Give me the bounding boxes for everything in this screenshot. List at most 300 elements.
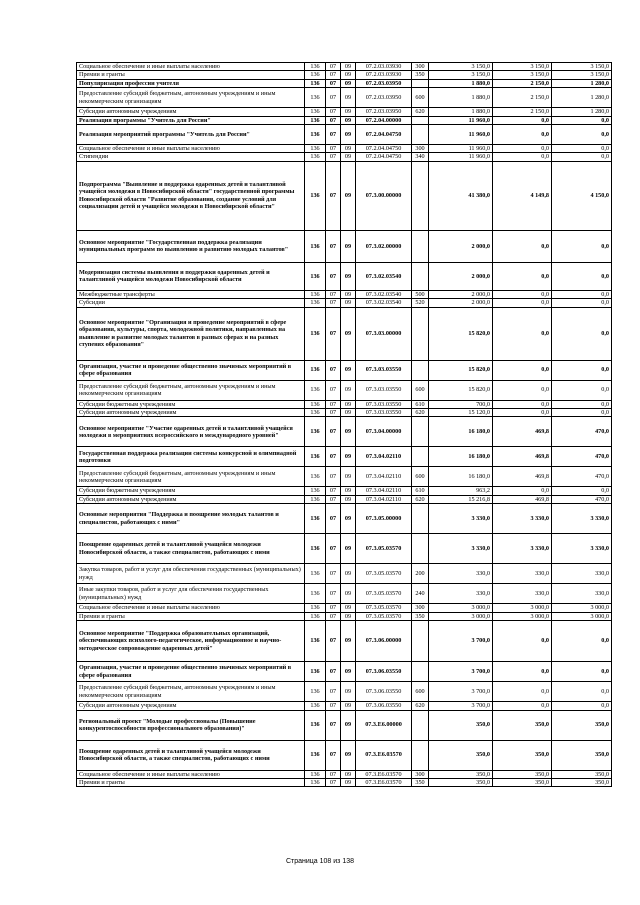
table-row [77, 417, 612, 447]
row-rz-cell: 07 [326, 380, 341, 400]
row-pr-cell: 09 [341, 409, 356, 417]
row-csr-cell: 07.2.03.03930 [356, 71, 412, 79]
table-row [77, 409, 612, 417]
row-csr-cell: 07.3.02.00000 [356, 230, 412, 262]
row-csr-cell: 07.3.05.03570 [356, 604, 412, 612]
row-value-2-cell: 0,0 [493, 702, 552, 710]
row-value-2-cell: 2 150,0 [493, 108, 552, 116]
row-value-1-cell: 2 000,0 [429, 230, 493, 262]
table-row [77, 125, 612, 145]
row-value-1-cell: 2 000,0 [429, 290, 493, 298]
table-row [77, 612, 612, 620]
row-vr-cell [412, 116, 429, 124]
row-rz-cell: 07 [326, 417, 341, 447]
row-value-3-cell: 330,0 [552, 584, 612, 604]
row-name-cell: Реализация программы "Учитель для России" [77, 116, 305, 124]
row-name-cell: Популяризация профессии учителя [77, 79, 305, 87]
row-gr-cell: 136 [305, 161, 326, 230]
row-vr-cell [412, 125, 429, 145]
row-value-2-cell: 3 150,0 [493, 63, 552, 71]
table-row [77, 145, 612, 153]
row-csr-cell: 07.3.06.00000 [356, 621, 412, 662]
row-csr-cell: 07.3.04.02110 [356, 447, 412, 467]
row-rz-cell: 07 [326, 400, 341, 408]
row-value-2-cell: 0,0 [493, 290, 552, 298]
row-value-1-cell: 11 960,0 [429, 145, 493, 153]
row-value-1-cell: 15 216,8 [429, 495, 493, 503]
row-csr-cell: 07.3.E6.03570 [356, 770, 412, 778]
row-value-1-cell: 2 000,0 [429, 299, 493, 307]
row-value-1-cell: 1 880,0 [429, 88, 493, 108]
row-vr-cell [412, 79, 429, 87]
row-value-3-cell: 0,0 [552, 702, 612, 710]
table-row [77, 307, 612, 360]
row-value-2-cell: 2 150,0 [493, 88, 552, 108]
row-name-cell: Основное мероприятие "Участие одаренных детей и талантливой учащейся молодежи в мероприятиях всероссийского и международного уровней" [77, 417, 305, 447]
row-csr-cell: 07.3.06.03550 [356, 662, 412, 682]
row-csr-cell: 07.3.02.03540 [356, 262, 412, 290]
row-value-3-cell: 3 330,0 [552, 534, 612, 564]
row-name-cell: Основное мероприятие "Государственная поддержка реализации муниципальных программ по выявлению и развитию молодых талантов" [77, 230, 305, 262]
row-vr-cell: 300 [412, 63, 429, 71]
row-csr-cell: 07.3.04.02110 [356, 467, 412, 487]
row-gr-cell: 136 [305, 702, 326, 710]
row-vr-cell: 240 [412, 584, 429, 604]
row-gr-cell: 136 [305, 504, 326, 534]
row-name-cell: Межбюджетные трансферты [77, 290, 305, 298]
row-value-1-cell: 3 330,0 [429, 504, 493, 534]
row-value-2-cell: 469,8 [493, 467, 552, 487]
row-rz-cell: 07 [326, 447, 341, 467]
row-value-3-cell: 0,0 [552, 621, 612, 662]
row-name-cell: Социальное обеспечение и иные выплаты населению [77, 63, 305, 71]
row-value-2-cell: 0,0 [493, 230, 552, 262]
row-name-cell: Предоставление субсидий бюджетным, автономным учреждениям и иным некоммерческим организациям [77, 682, 305, 702]
row-name-cell: Основное мероприятие "Поддержка образовательных организаций, обеспечивающих психолого-педагогическое, информационное и научно-методическое сопровождение одаренных детей" [77, 621, 305, 662]
row-value-3-cell: 0,0 [552, 125, 612, 145]
row-value-2-cell: 0,0 [493, 409, 552, 417]
row-csr-cell: 07.3.04.00000 [356, 417, 412, 447]
row-value-3-cell: 0,0 [552, 307, 612, 360]
table-row [77, 564, 612, 584]
row-gr-cell: 136 [305, 63, 326, 71]
row-value-3-cell: 4 150,0 [552, 161, 612, 230]
row-value-3-cell: 3 150,0 [552, 71, 612, 79]
row-gr-cell: 136 [305, 467, 326, 487]
row-csr-cell: 07.3.02.03540 [356, 299, 412, 307]
row-vr-cell [412, 740, 429, 770]
row-rz-cell: 07 [326, 262, 341, 290]
table-row [77, 534, 612, 564]
row-csr-cell: 07.3.E6.03570 [356, 778, 412, 786]
row-pr-cell: 09 [341, 145, 356, 153]
row-value-2-cell: 0,0 [493, 153, 552, 161]
row-pr-cell: 09 [341, 504, 356, 534]
row-gr-cell: 136 [305, 145, 326, 153]
row-rz-cell: 07 [326, 153, 341, 161]
row-gr-cell: 136 [305, 380, 326, 400]
table-row [77, 116, 612, 124]
row-rz-cell: 07 [326, 360, 341, 380]
row-value-1-cell: 963,2 [429, 487, 493, 495]
row-name-cell: Стипендии [77, 153, 305, 161]
budget-table-body [77, 63, 612, 787]
row-gr-cell: 136 [305, 662, 326, 682]
table-row [77, 299, 612, 307]
table-row [77, 604, 612, 612]
row-vr-cell: 600 [412, 380, 429, 400]
row-value-2-cell: 0,0 [493, 299, 552, 307]
row-pr-cell: 09 [341, 380, 356, 400]
row-value-3-cell: 0,0 [552, 262, 612, 290]
row-csr-cell: 07.3.04.02110 [356, 487, 412, 495]
row-value-3-cell: 0,0 [552, 662, 612, 682]
row-csr-cell: 07.3.06.03550 [356, 702, 412, 710]
row-value-1-cell: 3 700,0 [429, 702, 493, 710]
row-csr-cell: 07.3.05.03570 [356, 534, 412, 564]
row-csr-cell: 07.2.04.00000 [356, 116, 412, 124]
row-rz-cell: 07 [326, 116, 341, 124]
row-name-cell: Субсидии автономным учреждениям [77, 108, 305, 116]
row-vr-cell: 300 [412, 604, 429, 612]
row-gr-cell: 136 [305, 584, 326, 604]
row-pr-cell: 09 [341, 487, 356, 495]
row-rz-cell: 07 [326, 740, 341, 770]
table-row [77, 79, 612, 87]
row-csr-cell: 07.3.03.03550 [356, 360, 412, 380]
row-vr-cell: 600 [412, 467, 429, 487]
row-vr-cell: 620 [412, 702, 429, 710]
row-rz-cell: 07 [326, 770, 341, 778]
row-rz-cell: 07 [326, 710, 341, 740]
table-row [77, 262, 612, 290]
row-value-3-cell: 0,0 [552, 153, 612, 161]
row-value-3-cell: 350,0 [552, 710, 612, 740]
row-value-3-cell: 1 280,0 [552, 88, 612, 108]
row-gr-cell: 136 [305, 125, 326, 145]
row-gr-cell: 136 [305, 88, 326, 108]
row-rz-cell: 07 [326, 621, 341, 662]
row-vr-cell [412, 662, 429, 682]
table-row [77, 400, 612, 408]
row-pr-cell: 09 [341, 710, 356, 740]
row-name-cell: Премии и гранты [77, 71, 305, 79]
row-value-2-cell: 4 149,8 [493, 161, 552, 230]
row-pr-cell: 09 [341, 299, 356, 307]
row-pr-cell: 09 [341, 604, 356, 612]
row-gr-cell: 136 [305, 710, 326, 740]
row-csr-cell: 07.2.04.04750 [356, 153, 412, 161]
row-name-cell: Организация, участие и проведение общественно значимых мероприятий в сфере образования [77, 662, 305, 682]
row-gr-cell: 136 [305, 564, 326, 584]
row-name-cell: Субсидии [77, 299, 305, 307]
table-row [77, 662, 612, 682]
row-value-2-cell: 0,0 [493, 380, 552, 400]
row-pr-cell: 09 [341, 161, 356, 230]
row-rz-cell: 07 [326, 230, 341, 262]
row-value-3-cell: 1 280,0 [552, 108, 612, 116]
row-value-3-cell: 0,0 [552, 299, 612, 307]
row-rz-cell: 07 [326, 63, 341, 71]
budget-table-sheet [76, 62, 611, 787]
row-csr-cell: 07.3.05.03570 [356, 564, 412, 584]
row-vr-cell [412, 710, 429, 740]
table-row [77, 161, 612, 230]
table-row [77, 108, 612, 116]
row-name-cell: Социальное обеспечение и иные выплаты населению [77, 604, 305, 612]
row-pr-cell: 09 [341, 88, 356, 108]
row-gr-cell: 136 [305, 409, 326, 417]
row-vr-cell: 620 [412, 108, 429, 116]
row-vr-cell: 600 [412, 88, 429, 108]
row-pr-cell: 09 [341, 63, 356, 71]
row-value-2-cell: 0,0 [493, 116, 552, 124]
table-row [77, 380, 612, 400]
row-vr-cell: 610 [412, 487, 429, 495]
row-value-3-cell: 470,0 [552, 447, 612, 467]
row-value-3-cell: 0,0 [552, 145, 612, 153]
row-csr-cell: 07.3.05.03570 [356, 612, 412, 620]
row-vr-cell [412, 161, 429, 230]
row-pr-cell: 09 [341, 662, 356, 682]
row-value-2-cell: 350,0 [493, 770, 552, 778]
row-gr-cell: 136 [305, 447, 326, 467]
row-rz-cell: 07 [326, 161, 341, 230]
row-value-1-cell: 15 820,0 [429, 380, 493, 400]
row-rz-cell: 07 [326, 495, 341, 503]
row-value-1-cell: 16 180,0 [429, 467, 493, 487]
row-csr-cell: 07.3.E6.00000 [356, 710, 412, 740]
table-row [77, 682, 612, 702]
table-row [77, 63, 612, 71]
row-value-3-cell: 0,0 [552, 400, 612, 408]
row-pr-cell: 09 [341, 262, 356, 290]
row-value-1-cell: 11 960,0 [429, 153, 493, 161]
row-name-cell: Подпрограмма "Выявление и поддержка одаренных детей и талантливой учащейся молодежи в Новосибирской области" государственной программы Новосибирской области "Развитие образования, создание условий для социализации детей и учащейся молодежи в Новосибирской области" [77, 161, 305, 230]
row-gr-cell: 136 [305, 116, 326, 124]
row-name-cell: Государственная поддержка реализации системы конкурсной и олимпиадной подготовки [77, 447, 305, 467]
row-value-3-cell: 0,0 [552, 116, 612, 124]
row-name-cell: Региональный проект "Молодые профессионалы (Повышение конкурентоспособности профессионального образования)" [77, 710, 305, 740]
row-rz-cell: 07 [326, 612, 341, 620]
row-vr-cell: 350 [412, 612, 429, 620]
row-gr-cell: 136 [305, 534, 326, 564]
row-value-3-cell: 470,0 [552, 467, 612, 487]
row-name-cell: Реализация мероприятий программы "Учитель для России" [77, 125, 305, 145]
row-name-cell: Основное мероприятие "Организация и проведение мероприятий в сфере образования, культуры, спорта, молодежной политики, направленных на выявление и развитие молодых талантов в разных сферах и на разных ступенях образования" [77, 307, 305, 360]
row-vr-cell: 200 [412, 564, 429, 584]
row-pr-cell: 09 [341, 153, 356, 161]
table-row [77, 153, 612, 161]
row-csr-cell: 07.3.02.03540 [356, 290, 412, 298]
row-vr-cell [412, 360, 429, 380]
row-rz-cell: 07 [326, 702, 341, 710]
row-vr-cell [412, 621, 429, 662]
row-rz-cell: 07 [326, 534, 341, 564]
row-csr-cell: 07.3.E6.03570 [356, 740, 412, 770]
row-vr-cell [412, 534, 429, 564]
table-row [77, 447, 612, 467]
row-value-3-cell: 0,0 [552, 380, 612, 400]
row-gr-cell: 136 [305, 740, 326, 770]
row-vr-cell [412, 262, 429, 290]
row-rz-cell: 07 [326, 584, 341, 604]
row-value-1-cell: 3 700,0 [429, 621, 493, 662]
budget-table [76, 62, 612, 787]
row-rz-cell: 07 [326, 604, 341, 612]
row-gr-cell: 136 [305, 400, 326, 408]
row-value-1-cell: 350,0 [429, 740, 493, 770]
row-value-2-cell: 350,0 [493, 740, 552, 770]
table-row [77, 702, 612, 710]
row-value-1-cell: 700,0 [429, 400, 493, 408]
row-rz-cell: 07 [326, 778, 341, 786]
row-pr-cell: 09 [341, 116, 356, 124]
row-rz-cell: 07 [326, 88, 341, 108]
row-value-3-cell: 350,0 [552, 740, 612, 770]
row-pr-cell: 09 [341, 71, 356, 79]
row-vr-cell [412, 504, 429, 534]
row-name-cell: Социальное обеспечение и иные выплаты населению [77, 770, 305, 778]
row-gr-cell: 136 [305, 495, 326, 503]
row-gr-cell: 136 [305, 621, 326, 662]
row-value-1-cell: 3 000,0 [429, 604, 493, 612]
row-name-cell: Субсидии бюджетным учреждениям [77, 487, 305, 495]
row-gr-cell: 136 [305, 71, 326, 79]
row-name-cell: Субсидии автономным учреждениям [77, 409, 305, 417]
row-value-2-cell: 3 000,0 [493, 604, 552, 612]
row-value-3-cell: 330,0 [552, 564, 612, 584]
row-value-3-cell: 0,0 [552, 409, 612, 417]
row-csr-cell: 07.2.03.03950 [356, 88, 412, 108]
row-gr-cell: 136 [305, 417, 326, 447]
row-rz-cell: 07 [326, 307, 341, 360]
row-pr-cell: 09 [341, 584, 356, 604]
row-csr-cell: 07.3.05.03570 [356, 584, 412, 604]
row-gr-cell: 136 [305, 778, 326, 786]
row-name-cell: Поощрение одаренных детей и талантливой учащейся молодежи Новосибирской области, а также специалистов, работающих с ними [77, 740, 305, 770]
row-pr-cell: 09 [341, 447, 356, 467]
row-gr-cell: 136 [305, 290, 326, 298]
row-value-2-cell: 0,0 [493, 125, 552, 145]
page-footer: Страница 108 из 138 [285, 858, 355, 865]
row-csr-cell: 07.2.03.03950 [356, 79, 412, 87]
row-value-1-cell: 15 820,0 [429, 307, 493, 360]
row-pr-cell: 09 [341, 125, 356, 145]
row-vr-cell: 620 [412, 409, 429, 417]
row-csr-cell: 07.3.04.02110 [356, 495, 412, 503]
row-gr-cell: 136 [305, 153, 326, 161]
row-value-3-cell: 3 000,0 [552, 604, 612, 612]
row-gr-cell: 136 [305, 307, 326, 360]
row-name-cell: Субсидии автономным учреждениям [77, 702, 305, 710]
row-vr-cell: 350 [412, 71, 429, 79]
row-value-2-cell: 330,0 [493, 564, 552, 584]
row-rz-cell: 07 [326, 145, 341, 153]
row-vr-cell: 500 [412, 290, 429, 298]
row-csr-cell: 07.3.06.03550 [356, 682, 412, 702]
row-name-cell: Иные закупки товаров, работ и услуг для обеспечения государственных (муниципальных) нужд [77, 584, 305, 604]
row-value-2-cell: 0,0 [493, 400, 552, 408]
row-pr-cell: 09 [341, 230, 356, 262]
row-rz-cell: 07 [326, 662, 341, 682]
row-value-3-cell: 350,0 [552, 770, 612, 778]
row-name-cell: Предоставление субсидий бюджетным, автономным учреждениям и иным некоммерческим организациям [77, 380, 305, 400]
row-vr-cell: 620 [412, 495, 429, 503]
row-csr-cell: 07.3.03.03550 [356, 380, 412, 400]
row-vr-cell: 610 [412, 400, 429, 408]
row-rz-cell: 07 [326, 108, 341, 116]
table-row [77, 710, 612, 740]
row-value-2-cell: 3 150,0 [493, 71, 552, 79]
row-value-3-cell: 1 280,0 [552, 79, 612, 87]
row-csr-cell: 07.2.04.04750 [356, 145, 412, 153]
row-value-1-cell: 11 960,0 [429, 116, 493, 124]
row-name-cell: Основные мероприятия "Поддержка и поощрение молодых талантов и специалистов, работающих с ними" [77, 504, 305, 534]
row-value-1-cell: 2 000,0 [429, 262, 493, 290]
table-row [77, 621, 612, 662]
table-row [77, 778, 612, 786]
row-value-2-cell: 350,0 [493, 778, 552, 786]
row-pr-cell: 09 [341, 360, 356, 380]
table-row [77, 740, 612, 770]
row-value-2-cell: 469,8 [493, 495, 552, 503]
row-value-1-cell: 330,0 [429, 564, 493, 584]
row-pr-cell: 09 [341, 621, 356, 662]
row-name-cell: Поощрение одаренных детей и талантливой учащейся молодежи Новосибирской области, а также специалистов, работающих с ними [77, 534, 305, 564]
row-value-3-cell: 0,0 [552, 230, 612, 262]
row-name-cell: Субсидии автономным учреждениям [77, 495, 305, 503]
row-name-cell: Субсидии бюджетным учреждениям [77, 400, 305, 408]
row-pr-cell: 09 [341, 79, 356, 87]
row-value-3-cell: 3 150,0 [552, 63, 612, 71]
row-gr-cell: 136 [305, 108, 326, 116]
row-value-2-cell: 0,0 [493, 145, 552, 153]
row-value-3-cell: 0,0 [552, 682, 612, 702]
row-pr-cell: 09 [341, 108, 356, 116]
row-value-1-cell: 3 150,0 [429, 71, 493, 79]
row-gr-cell: 136 [305, 487, 326, 495]
row-gr-cell: 136 [305, 230, 326, 262]
row-pr-cell: 09 [341, 290, 356, 298]
row-value-1-cell: 3 700,0 [429, 682, 493, 702]
row-value-2-cell: 330,0 [493, 584, 552, 604]
row-name-cell: Предоставление субсидий бюджетным, автономным учреждениям и иным некоммерческим организациям [77, 88, 305, 108]
row-value-2-cell: 3 330,0 [493, 504, 552, 534]
row-value-3-cell: 3 000,0 [552, 612, 612, 620]
row-csr-cell: 07.2.03.03930 [356, 63, 412, 71]
row-csr-cell: 07.3.05.00000 [356, 504, 412, 534]
row-name-cell: Организация, участие и проведение общественно значимых мероприятий в сфере образования [77, 360, 305, 380]
row-value-1-cell: 3 000,0 [429, 612, 493, 620]
row-value-1-cell: 3 700,0 [429, 662, 493, 682]
row-value-1-cell: 15 120,0 [429, 409, 493, 417]
row-value-2-cell: 3 000,0 [493, 612, 552, 620]
row-vr-cell [412, 447, 429, 467]
row-rz-cell: 07 [326, 71, 341, 79]
table-row [77, 584, 612, 604]
row-value-2-cell: 469,8 [493, 447, 552, 467]
row-value-2-cell: 2 150,0 [493, 79, 552, 87]
row-gr-cell: 136 [305, 682, 326, 702]
row-value-1-cell: 16 180,0 [429, 447, 493, 467]
row-csr-cell: 07.2.03.03950 [356, 108, 412, 116]
row-vr-cell: 340 [412, 153, 429, 161]
row-name-cell: Социальное обеспечение и иные выплаты населению [77, 145, 305, 153]
row-vr-cell: 520 [412, 299, 429, 307]
row-gr-cell: 136 [305, 612, 326, 620]
row-gr-cell: 136 [305, 770, 326, 778]
